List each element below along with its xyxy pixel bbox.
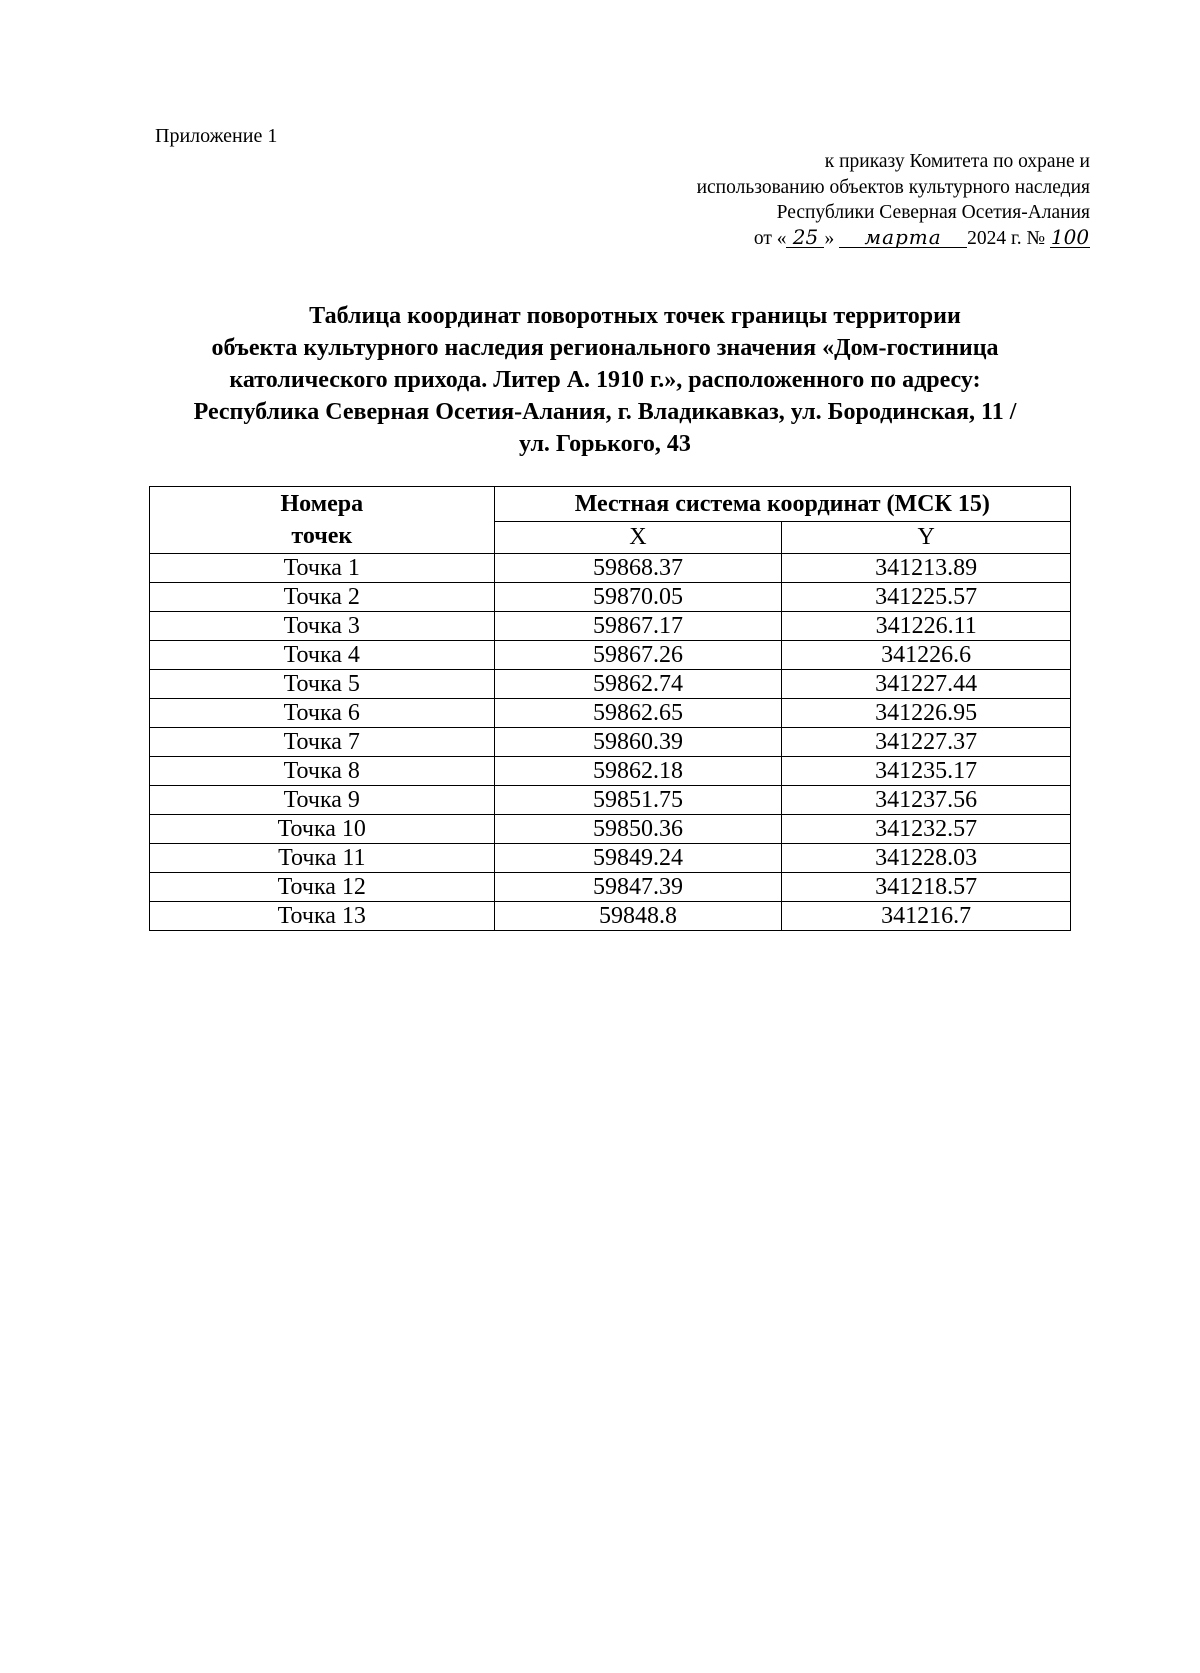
document-title — [140, 300, 1070, 460]
x-coordinate-cell: 59867.26 — [494, 641, 782, 670]
point-cell: Точка 7 — [150, 728, 495, 757]
point-cell: Точка 4 — [150, 641, 495, 670]
title-line-4: Республика Северная Осетия-Алания, г. Владикавказ, ул. Бородинская, 11 / — [193, 399, 1017, 425]
x-coordinate-cell: 59862.18 — [494, 757, 782, 786]
table-row — [150, 699, 1071, 728]
coordinates-table-body — [150, 554, 1071, 931]
y-coordinate-cell: 341226.11 — [782, 612, 1071, 641]
y-coordinate-cell: 341227.37 — [782, 728, 1071, 757]
coordinates-table — [149, 486, 1071, 931]
x-coordinate-cell: 59850.36 — [494, 815, 782, 844]
y-coordinate-cell: 341216.7 — [782, 902, 1071, 931]
y-column-header: Y — [782, 522, 1071, 554]
table-row — [150, 612, 1071, 641]
x-coordinate-cell: 59868.37 — [494, 554, 782, 583]
order-reference — [530, 149, 1090, 251]
order-date-line — [530, 226, 1090, 252]
y-coordinate-cell: 341226.6 — [782, 641, 1071, 670]
point-cell: Точка 3 — [150, 612, 495, 641]
date-mid: » — [824, 227, 835, 249]
y-coordinate-cell: 341213.89 — [782, 554, 1071, 583]
table-row — [150, 757, 1071, 786]
title-line-5: ул. Горького, 43 — [519, 431, 691, 457]
y-coordinate-cell: 341226.95 — [782, 699, 1071, 728]
x-coordinate-cell: 59860.39 — [494, 728, 782, 757]
points-header-line-2: точек — [291, 523, 353, 549]
title-line-2: объекта культурного наследия регионального значения «Дом-гостиница — [211, 335, 999, 361]
order-line-1: к приказу Комитета по охране и — [824, 151, 1090, 172]
order-line-2: использованию объектов культурного наследия — [696, 176, 1090, 198]
point-cell: Точка 2 — [150, 583, 495, 612]
y-coordinate-cell: 341218.57 — [782, 873, 1071, 902]
table-row — [150, 873, 1071, 902]
title-line-3: католического прихода. Литер А. 1910 г.», расположенного по адресу: — [229, 367, 981, 393]
y-coordinate-cell: 341235.17 — [782, 757, 1071, 786]
table-row — [150, 670, 1071, 699]
y-coordinate-cell: 341228.03 — [782, 844, 1071, 873]
table-row — [150, 728, 1071, 757]
x-coordinate-cell: 59867.17 — [494, 612, 782, 641]
table-row — [150, 902, 1071, 931]
x-column-header: X — [494, 522, 782, 554]
points-column-header — [150, 487, 495, 554]
y-coordinate-cell: 341237.56 — [782, 786, 1071, 815]
table-row — [150, 554, 1071, 583]
point-cell: Точка 10 — [150, 815, 495, 844]
table-row — [150, 815, 1071, 844]
coordinate-system-header: Местная система координат (МСК 15) — [494, 487, 1070, 522]
handwritten-order-number: 100 — [1050, 224, 1090, 249]
point-cell: Точка 5 — [150, 670, 495, 699]
handwritten-day: 25 — [786, 227, 824, 248]
point-cell: Точка 8 — [150, 757, 495, 786]
x-coordinate-cell: 59847.39 — [494, 873, 782, 902]
table-row — [150, 641, 1071, 670]
point-cell: Точка 1 — [150, 554, 495, 583]
points-header-line-1: Номера — [280, 491, 364, 517]
x-coordinate-cell: 59862.65 — [494, 699, 782, 728]
table-row — [150, 583, 1071, 612]
x-coordinate-cell: 59870.05 — [494, 583, 782, 612]
table-row — [150, 786, 1071, 815]
date-prefix: от « — [753, 227, 787, 249]
appendix-label: Приложение 1 — [155, 125, 278, 147]
point-cell: Точка 11 — [150, 844, 495, 873]
x-coordinate-cell: 59848.8 — [494, 902, 782, 931]
point-cell: Точка 6 — [150, 699, 495, 728]
point-cell: Точка 12 — [150, 873, 495, 902]
table-header-row — [150, 487, 1071, 522]
y-coordinate-cell: 341225.57 — [782, 583, 1071, 612]
point-cell: Точка 9 — [150, 786, 495, 815]
year-text: 2024 г. № — [967, 227, 1046, 249]
handwritten-month: марта — [839, 227, 967, 248]
point-cell: Точка 13 — [150, 902, 495, 931]
x-coordinate-cell: 59851.75 — [494, 786, 782, 815]
y-coordinate-cell: 341227.44 — [782, 670, 1071, 699]
y-coordinate-cell: 341232.57 — [782, 815, 1071, 844]
title-line-1: Таблица координат поворотных точек границы территории — [309, 303, 961, 329]
x-coordinate-cell: 59862.74 — [494, 670, 782, 699]
x-coordinate-cell: 59849.24 — [494, 844, 782, 873]
order-line-3: Республики Северная Осетия-Алания — [776, 202, 1090, 223]
table-row — [150, 844, 1071, 873]
